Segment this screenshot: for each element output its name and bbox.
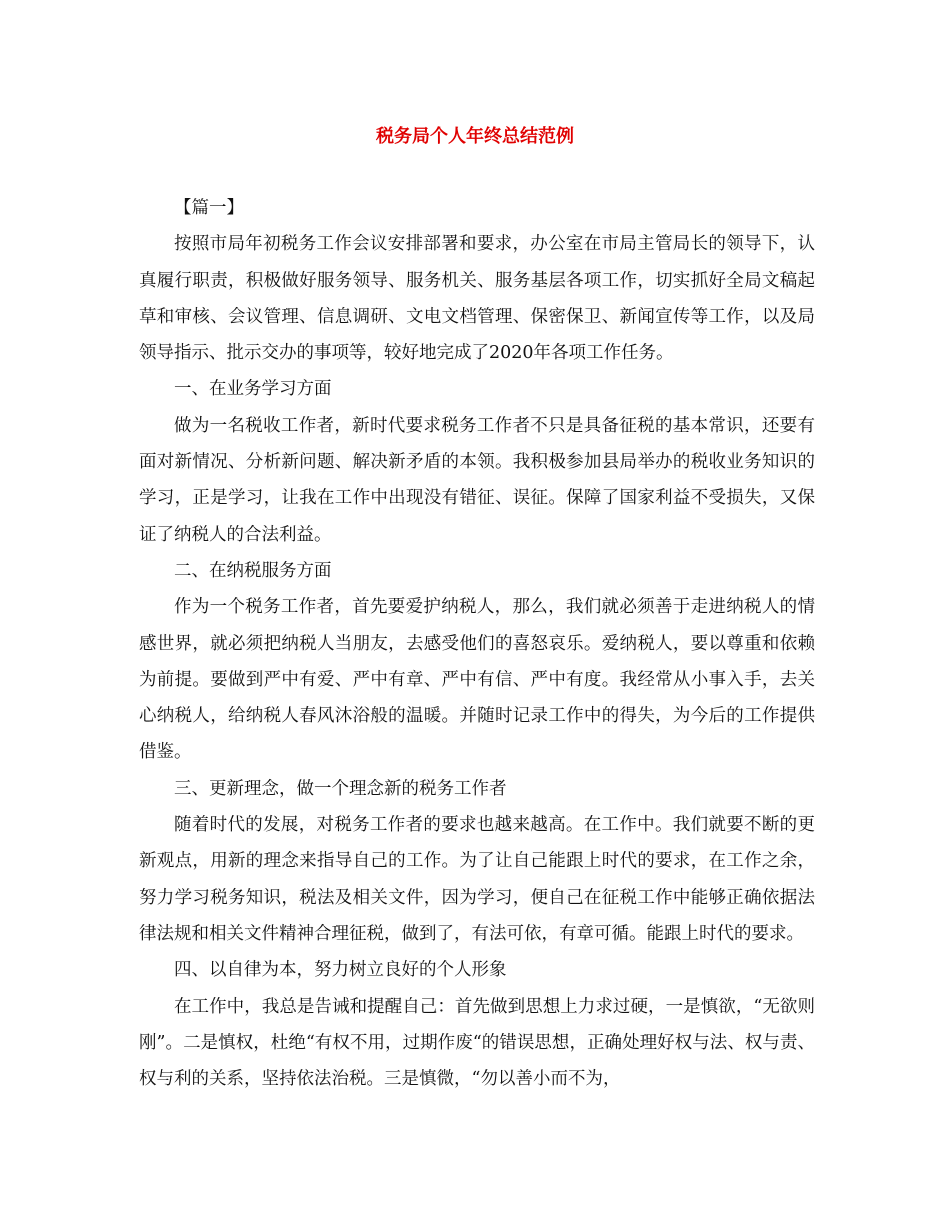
paragraph-business-study: 做为一名税收工作者，新时代要求税务工作者不只是具备征税的基本常识，还要有面对新情况、分析新问题、解决新矛盾的本领。我积极参加县局举办的税收业务知识的学习，正是学习，让我在工作中出现没有错征、误征。保障了国家利益不受损失，又保证了纳税人的合法利益。: [139, 415, 815, 545]
paragraph-intro: 按照市局年初税务工作会议安排部署和要求，办公室在市局主管局长的领导下，认真履行职责，积极做好服务领导、服务机关、服务基层各项工作，切实抓好全局文稿起草和审核、会议管理、信息调研、文电文档管理、保密保卫、新闻宣传等工作，以及局领导指示、批示交办的事项等，较好地完成了2020年各项工作任务。: [139, 234, 815, 364]
document-title: 税务局个人年终总结范例: [376, 126, 574, 147]
paragraph-update-concepts: 随着时代的发展，对税务工作者的要求也越来越高。在工作中。我们就要不断的更新观点，用新的理念来指导自己的工作。为了让自己能跟上时代的要求，在工作之余，努力学习税务知识，税法及相关文件，因为学习，便自己在征税工作中能够正确依据法律法规和相关文件精神合理征税，做到了，有法可依，有章可循。能跟上时代的要求。: [139, 815, 815, 944]
section-heading-business-study: 一、在业务学习方面: [174, 379, 332, 400]
section-heading-self-discipline: 四、以自律为本，努力树立良好的个人形象: [174, 960, 507, 981]
section-heading-taxpayer-service: 二、在纳税服务方面: [174, 560, 332, 581]
section-heading-update-concepts: 三、更新理念，做一个理念新的税务工作者: [174, 778, 507, 799]
document-body: [139, 190, 815, 1097]
paragraph-heading-part-one: 【篇一】: [174, 198, 244, 218]
paragraph-self-discipline: 在工作中，我总是告诫和提醒自己：首先做到思想上力求过硬，一是慎欲，“无欲则刚”。二是慎权，杜绝“有权不用，过期作废“的错误思想，正确处理好权与法、权与责、权与利的关系，坚持依法治税。三是慎微，“勿以善小而不为，: [139, 996, 815, 1090]
paragraph-taxpayer-service: 作为一个税务工作者，首先要爱护纳税人，那么，我们就必须善于走进纳税人的情感世界，就必须把纳税人当朋友，去感受他们的喜怒哀乐。爱纳税人，要以尊重和依赖为前提。要做到严中有爱、严中有章、严中有信、严中有度。我经常从小事入手，去关心纳税人，给纳税人春风沐浴般的温暖。并随时记录工作中的得失，为今后的工作提供借鉴。: [139, 597, 815, 763]
